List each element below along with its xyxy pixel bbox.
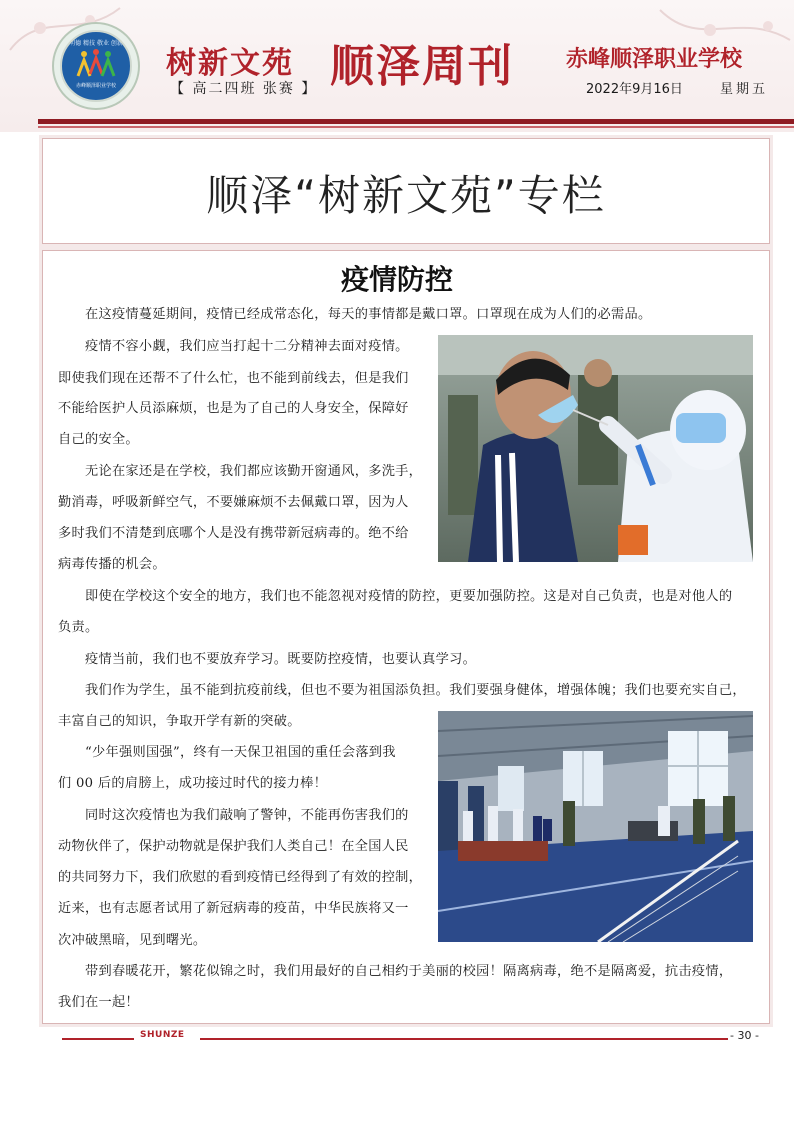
article-line: 丰富自己的知识，争取开学有新的突破。 [58,714,301,729]
article-line: 次冲破黑暗，见到曙光。 [58,933,207,948]
article-line: 疫情当前，我们也不要放弃学习。既要防控疫情，也要认真学习。 [58,652,477,667]
article-line: 带到春暖花开，繁花似锦之时，我们用最好的自己相约于美丽的校园！隔离病毒，绝不是隔离爱，抗击疫情， [58,964,733,979]
nucleic-acid-test-photo [438,335,753,562]
article-title: 疫情防控 [340,263,453,296]
column-title: 树新文苑 [166,46,294,81]
page-number: - 30 - [730,1029,759,1042]
article-line: 负责。 [58,620,99,635]
school-logo [52,22,140,110]
banner-title: 顺泽“树新文苑”专栏 [206,171,606,220]
publication-title: 顺泽周刊 [330,41,514,92]
article-line: 勤消毒，呼吸新鲜空气，不要嫌麻烦不去佩戴口罩，因为人 [58,495,409,510]
issue-date: 2022年9月16日 [586,82,683,97]
column-banner [42,138,770,244]
school-emblem-icon [60,30,132,102]
article-line: 我们作为学生，虽不能到抗疫前线，但也不要为祖国添负担。我们要强身健体，增强体魄；我们也要充实自己， [58,683,746,698]
article-line: 近来，也有志愿者试用了新冠病毒的疫苗，中华民族将又一 [58,901,409,916]
article-line: 在这疫情蔓延期间，疫情已经成常态化，每天的事情都是戴口罩。口罩现在成为人们的必需品。 [58,307,652,322]
article-line: 的共同努力下，我们欣慰的看到疫情已经得到了有效的控制， [58,870,423,885]
article-line: 自己的安全。 [58,432,139,447]
school-name: 赤峰顺泽职业学校 [566,47,743,72]
people-figures-icon [76,48,116,80]
article-line: 不能给医护人员添麻烦，也是为了自己的人身安全，保障好 [58,401,409,416]
article-line: 同时这次疫情也为我们敲响了警钟，不能再伤害我们的 [58,808,409,823]
article-line: 多时我们不清楚到底哪个人是没有携带新冠病毒的。绝不给 [58,526,409,541]
issue-weekday: 星期五 [720,82,769,97]
article-line: 们 00 后的肩膀上，成功接过时代的接力棒！ [58,776,328,791]
article-line: “少年强则国强”，终有一天保卫祖国的重任会落到我 [58,745,396,760]
logo-motto-text: 明德 精技 敬业 创新 [69,40,123,47]
footer-rule [62,1038,134,1040]
footer-rule [200,1038,728,1040]
article-line: 我们在一起！ [58,995,139,1010]
article-line: 疫情不容小觑，我们应当打起十二分精神去面对疫情。 [58,339,409,354]
logo-school-text: 赤峰顺泽职业学校 [75,83,116,89]
class-author-line: 【 高二四班 张赛 】 [170,81,318,97]
footer-label: SHUNZE [140,1030,185,1040]
gym-testing-site-photo [438,711,753,942]
article-line: 动物伙伴了，保护动物就是保护我们人类自己！在全国人民 [58,839,409,854]
header-divider-thin [38,126,794,128]
swab-test-illustration-icon [438,335,753,562]
gymnasium-illustration-icon [438,711,753,942]
article-line: 无论在家还是在学校，我们都应该勤开窗通风，多洗手， [58,464,423,479]
header-divider [38,119,794,124]
article-line: 病毒传播的机会。 [58,557,166,572]
article-line: 即使在学校这个安全的地方，我们也不能忽视对疫情的防控，更要加强防控。这是对自己负责，也是对他人的 [58,589,733,604]
article-line: 即使我们现在还帮不了什么忙，也不能到前线去，但是我们 [58,371,409,386]
